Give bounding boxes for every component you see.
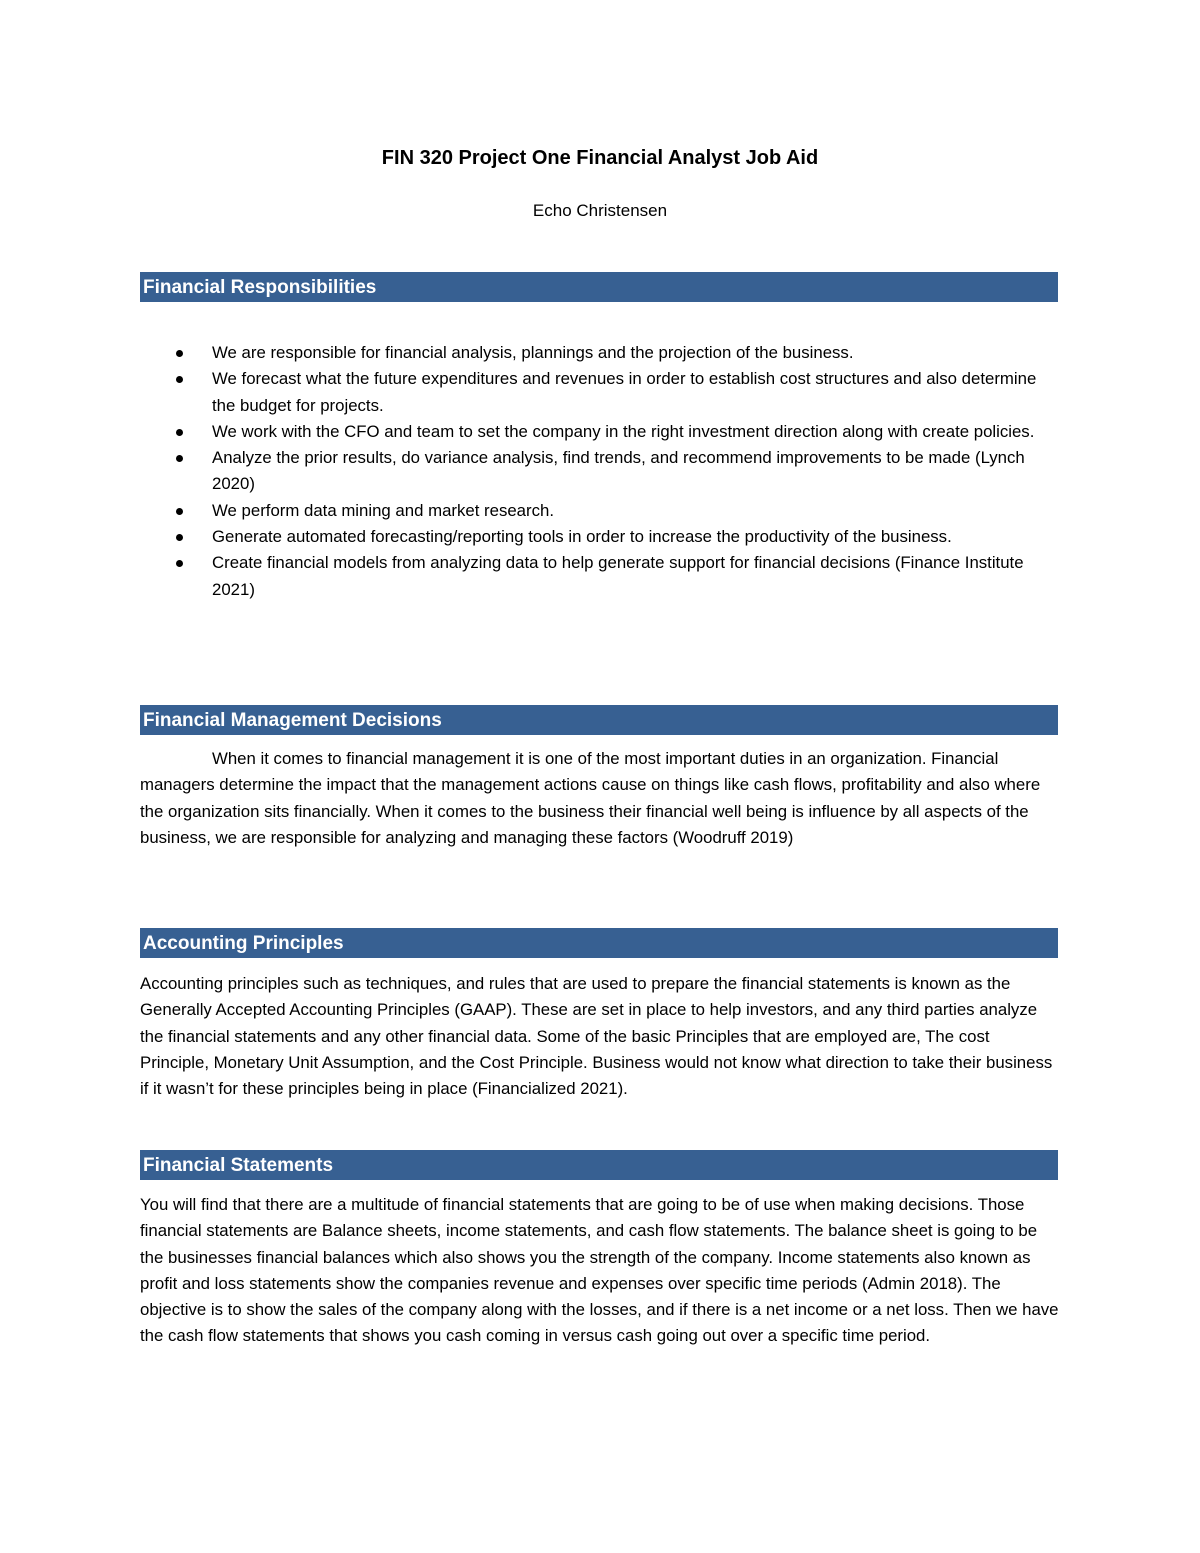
list-item-text: We work with the CFO and team to set the company in the right investment direction along with create policies. — [212, 421, 1035, 441]
section-heading: Accounting Principles — [143, 933, 344, 954]
list-item-text: We perform data mining and market research. — [212, 500, 554, 520]
document-title: FIN 320 Project One Financial Analyst Job Aid — [381, 147, 819, 169]
bullet-icon — [176, 429, 183, 436]
section-header-statements — [140, 1150, 1058, 1180]
list-item — [140, 524, 1060, 550]
accounting-paragraph: Accounting principles such as techniques, and rules that are used to prepare the financial statements is known as the Generally Accepted Accounting Principles (GAAP). These are set in place to help investors, and any third parties analyze the financial statements and any other financial data. Some of the basic Principles that are employed are, The cost Principle, Monetary Unit Assumption, and the Cost Principle. Business would not know what direction to take their business if it wasn’t for these principles being in place (Financialized 2021). — [140, 974, 1053, 1099]
statements-paragraph: You will find that there are a multitude of financial statements that are going to be of use when making decisions. Those financial statements are Balance sheets, income statements, and cash flow statements. The balance sheet is going to be the businesses financial balances which also shows you the strength of the company. Income statements also known as profit and loss statements show the companies revenue and expenses over specific time periods (Admin 2018). The objective is to show the sales of the company along with the losses, and if there is a net income or a net loss. Then we have the cash flow statements that shows you cash coming in versus cash going out over a specific time period. — [140, 1195, 1059, 1346]
bullet-icon — [176, 350, 183, 357]
section-heading: Financial Management Decisions — [143, 710, 442, 731]
list-item — [140, 419, 1060, 445]
list-item-text: We forecast what the future expenditures and revenues in order to establish cost structures and also determine the budget for projects. — [212, 369, 1037, 415]
bullet-icon — [176, 376, 183, 383]
responsibilities-list — [140, 340, 1060, 603]
list-item-text: Create financial models from analyzing data to help generate support for financial decisions (Finance Institute 2021) — [212, 553, 1024, 599]
list-item — [140, 445, 1060, 498]
bullet-icon — [176, 508, 183, 515]
section-heading: Financial Statements — [143, 1155, 334, 1176]
list-item — [140, 340, 1060, 366]
list-item-text: We are responsible for financial analysis, plannings and the projection of the business. — [212, 343, 854, 362]
list-item-text: Analyze the prior results, do variance analysis, find trends, and recommend improvements to be made (Lynch 2020) — [212, 448, 1025, 494]
section-header-responsibilities — [140, 272, 1058, 302]
list-item — [140, 498, 1060, 524]
list-item — [140, 366, 1060, 419]
section-heading: Financial Responsibilities — [143, 277, 377, 298]
section-header-management — [140, 705, 1058, 735]
bullet-icon — [176, 560, 183, 567]
management-paragraph: When it comes to financial management it is one of the most important duties in an organization. Financial managers determine the impact that the management actions cause on things like cash flows, profitability and also where the organization sits financially. When it comes to the business their financial well being is influence by all aspects of the business, we are responsible for analyzing and managing these factors (Woodruff 2019) — [140, 749, 1041, 847]
list-item-text: Generate automated forecasting/reporting tools in order to increase the productivity of the business. — [212, 527, 952, 547]
bullet-icon — [176, 534, 183, 541]
section-header-accounting — [140, 928, 1058, 958]
bullet-icon — [176, 455, 183, 462]
document-author: Echo Christensen — [532, 201, 668, 220]
list-item — [140, 550, 1060, 603]
